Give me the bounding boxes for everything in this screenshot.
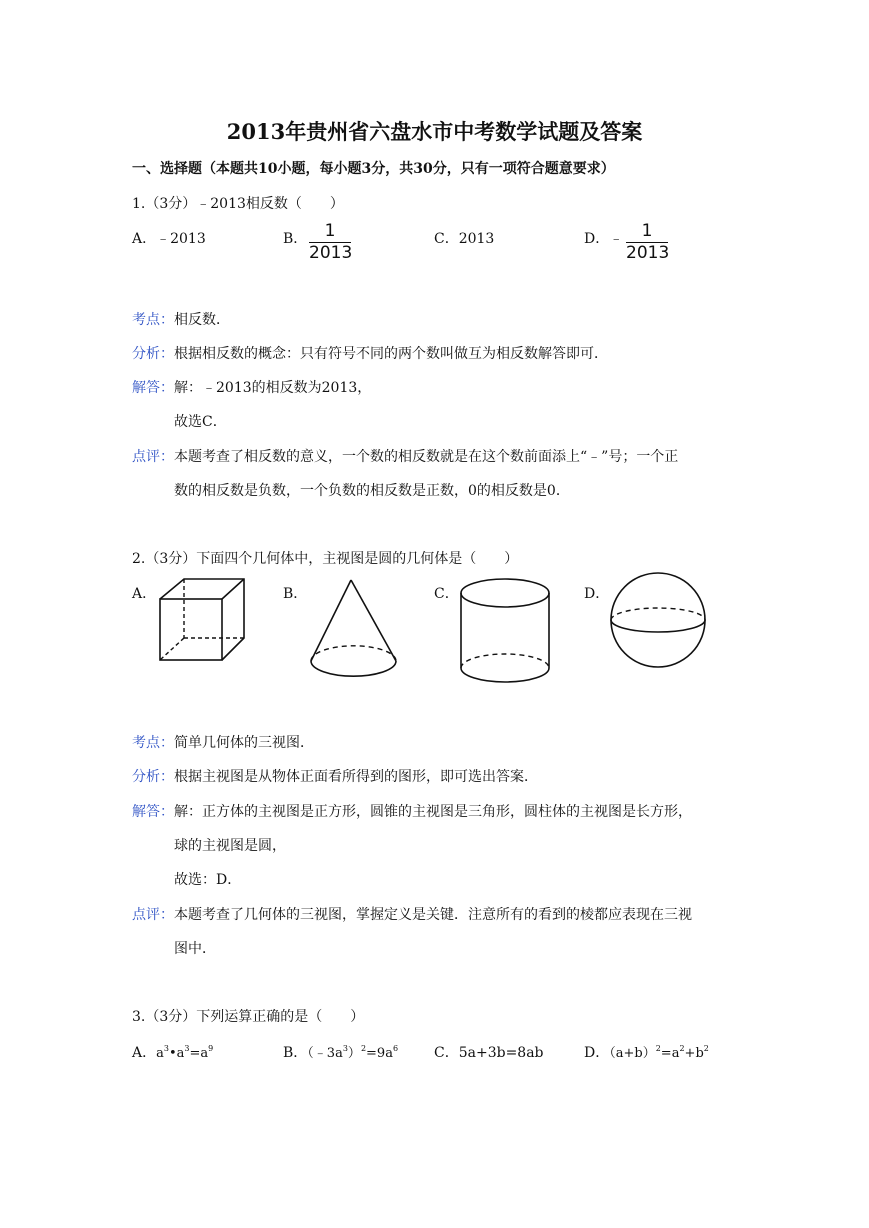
jieda-label: 解答： [132, 804, 174, 820]
q1-stem: 1.（3分）﹣2013相反数（ ） [132, 196, 344, 212]
q2-jieda-line2: 球的主视图是圆， [174, 838, 286, 854]
expression-b: $(﹣3a^3)^2=9a^6$ [307, 1044, 399, 1061]
kaodian-label: 考点： [132, 735, 174, 751]
q2-dianping [132, 904, 692, 924]
expression-d: $(a+b)^2=a^2+b^2$ [609, 1044, 709, 1061]
kaodian-text: 相反数． [174, 312, 230, 328]
expression-a: $a^3•a^3=a^9$ [156, 1044, 214, 1061]
option-label: A． [132, 1045, 157, 1061]
dianping-text-line1: 本题考查了几何体的三视图，掌握定义是关键．注意所有的看到的棱都应表现在三视 [174, 907, 692, 923]
q1-kaodian [132, 309, 230, 329]
q3-stem: 3.（3分）下列运算正确的是（ ） [132, 1009, 365, 1025]
q1-fenxi [132, 343, 608, 363]
q2-option-a: A． [132, 586, 157, 602]
q1-dianping [132, 446, 678, 466]
sphere-figure [603, 566, 713, 676]
fenxi-text: 根据相反数的概念：只有符号不同的两个数叫做互为相反数解答即可． [174, 346, 608, 362]
option-label: B． [283, 1045, 308, 1061]
fraction-denominator: 2013 [626, 243, 670, 263]
q1-option-c: C．2013 [434, 231, 495, 247]
fraction-numerator: 1 [641, 221, 653, 241]
q2-jieda-line3: 故选：D． [174, 872, 242, 888]
fraction-numerator: 1 [324, 221, 336, 241]
q2-option-b: B． [283, 586, 308, 602]
cube-figure [155, 575, 247, 665]
q2-jieda [132, 801, 692, 821]
section-heading: 一、选择题（本题共10小题，每小题3分，共30分，只有一项符合题意要求） [132, 161, 615, 177]
kaodian-text: 简单几何体的三视图． [174, 735, 314, 751]
q3-option-c: C．5a+3b=8ab [434, 1045, 544, 1061]
option-label: D． [584, 1045, 610, 1061]
cone-figure [304, 575, 404, 685]
jieda-text-line1: 解：正方体的主视图是正方形，圆锥的主视图是三角形，圆柱体的主视图是长方形， [174, 804, 692, 820]
q1-option-a: A．﹣2013 [132, 231, 206, 247]
q2-option-c: C． [434, 586, 459, 602]
cylinder-figure [456, 575, 556, 690]
dianping-label: 点评： [132, 907, 174, 923]
q1-jieda-line2: 故选C． [174, 414, 227, 430]
q1-option-d-label: D．﹣ [584, 231, 624, 247]
jieda-label: 解答： [132, 380, 174, 396]
q1-option-b-fraction [309, 223, 351, 262]
q1-option-b-label: B． [283, 231, 308, 247]
dianping-text-line1: 本题考查了相反数的意义，一个数的相反数就是在这个数前面添上“﹣”号；一个正 [174, 449, 679, 465]
page-title: 2013年贵州省六盘水市中考数学试题及答案 [226, 119, 643, 144]
jieda-text-line1: 解：﹣2013的相反数为2013， [174, 380, 372, 396]
q2-kaodian [132, 732, 314, 752]
q2-option-d: D． [584, 586, 610, 602]
q1-option-d-fraction [626, 223, 668, 262]
q1-dianping-line2: 数的相反数是负数，一个负数的相反数是正数，0的相反数是0． [174, 483, 570, 499]
kaodian-label: 考点： [132, 312, 174, 328]
q1-jieda [132, 377, 371, 397]
fraction-denominator: 2013 [309, 243, 353, 263]
fenxi-label: 分析： [132, 346, 174, 362]
fenxi-label: 分析： [132, 769, 174, 785]
q3-option-d [584, 1042, 709, 1062]
q3-option-b [283, 1042, 398, 1062]
q3-option-a [132, 1042, 213, 1062]
q2-stem: 2.（3分）下面四个几何体中，主视图是圆的几何体是（ ） [132, 551, 519, 567]
q2-dianping-line2: 图中． [174, 941, 216, 957]
q2-fenxi [132, 766, 538, 786]
dianping-label: 点评： [132, 449, 174, 465]
fenxi-text: 根据主视图是从物体正面看所得到的图形，即可选出答案． [174, 769, 538, 785]
